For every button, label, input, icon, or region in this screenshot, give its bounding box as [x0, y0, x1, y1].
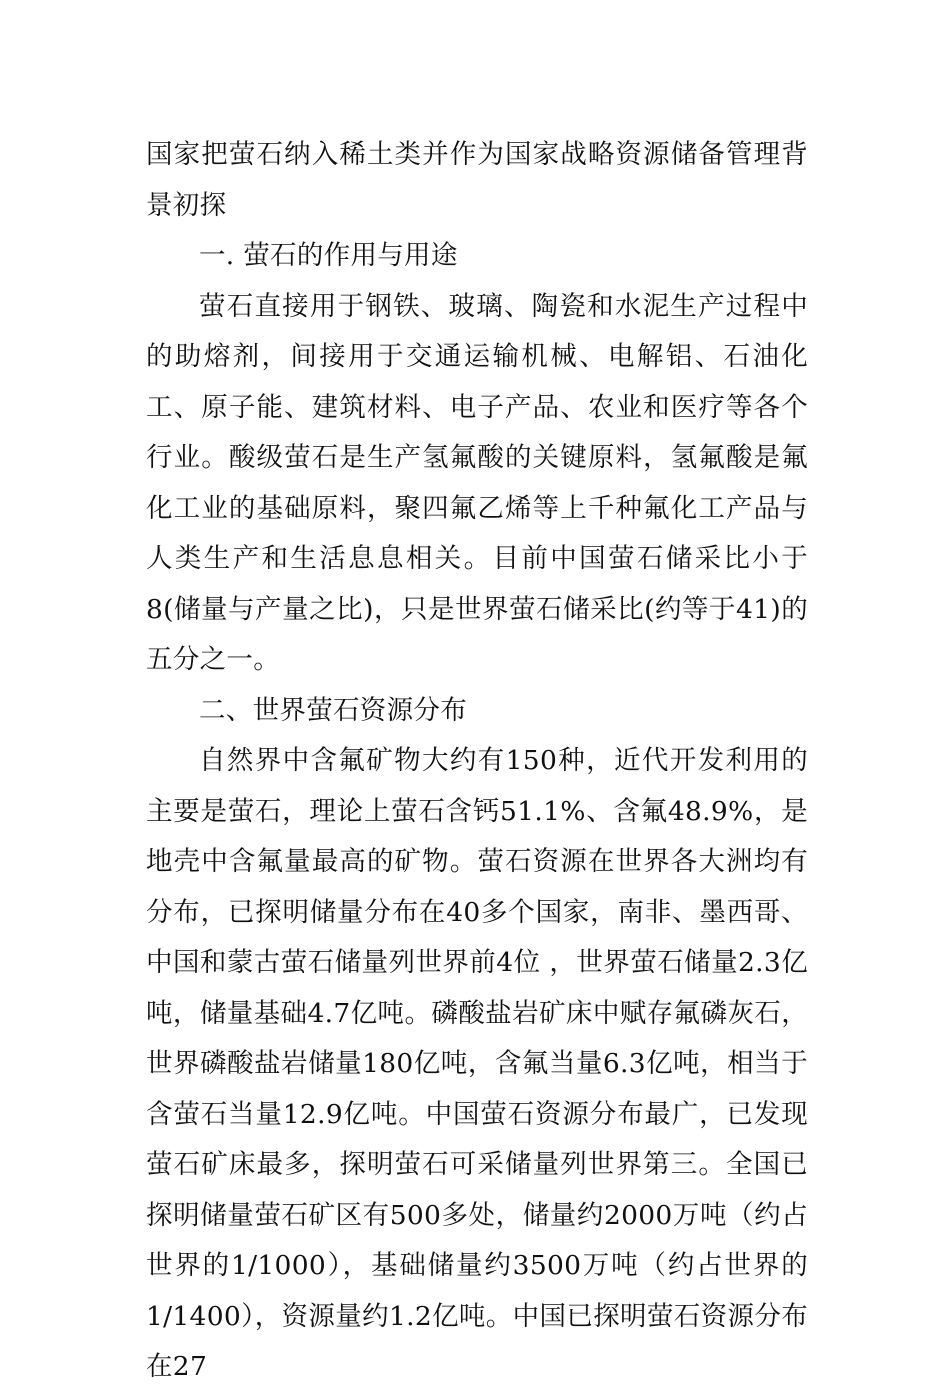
section-body-distribution: 自然界中含氟矿物大约有150种，近代开发利用的主要是萤石，理论上萤石含钙51.1%、含氟48.9%，是地壳中含氟量最高的矿物。萤石资源在世界各大洲均有分布，已探明储量分布在40多个国家，南非、墨西哥、中国和蒙古萤石储量列世界前4位 ，世界萤石储量2.3亿吨，储量基础4.7亿吨。磷酸盐岩矿床中赋存氟磷灰石，世界磷酸盐岩储量180亿吨，含氟当量6.3亿吨，相当于含萤石当量12.9亿吨。中国萤石资源分布最广，已发现萤石矿床最多，探明萤石可采储量列世界第三。全国已探明储量萤石矿区有500多处，储量约2000万吨（约占世界的1/1000），基础储量约3500万吨（约占世界的1/1400），资源量约1.2亿吨。中国已探明萤石资源分布在27 [146, 745, 808, 1382]
section-heading-distribution: 二、世界萤石资源分布 [199, 694, 467, 726]
document-title: 国家把萤石纳入稀土类并作为国家战略资源储备管理背景初探 [146, 139, 808, 221]
document-page [146, 130, 808, 1393]
section-heading-uses: 一. 萤石的作用与用途 [199, 240, 458, 271]
section-body-uses: 萤石直接用于钢铁、玻璃、陶瓷和水泥生产过程中的助熔剂，间接用于交通运输机械、电解铝、石油化工、原子能、建筑材料、电子产品、农业和医疗等各个行业。酸级萤石是生产氢氟酸的关键原料，氢氟酸是氟化工业的基础原料，聚四氟乙烯等上千种氟化工产品与人类生产和生活息息相关。目前中国萤石储采比小于8(储量与产量之比)，只是世界萤石储采比(约等于41)的五分之一。 [146, 290, 808, 675]
